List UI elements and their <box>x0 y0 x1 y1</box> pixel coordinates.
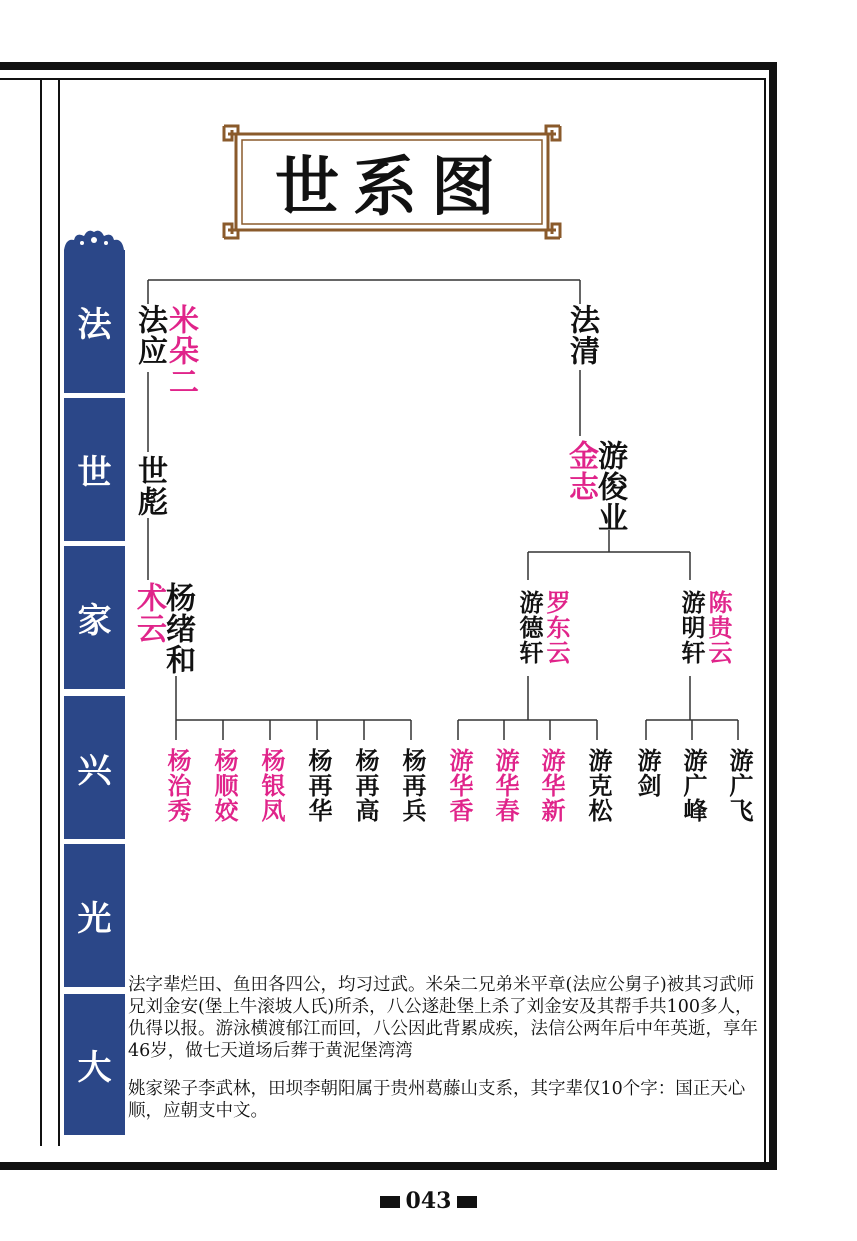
gen4-person: 游华新 <box>537 748 566 823</box>
gen4-person: 游克松 <box>584 748 613 823</box>
generation-label: 大 <box>64 994 125 1138</box>
gen4-person: 游华香 <box>445 748 474 823</box>
person-you-de-xuan: 游德轩 <box>515 590 544 665</box>
note-paragraph: 姚家梁子李武林，田坝李朝阳属于贵州葛藤山支系，其字辈仅10个字：国正天心顺，应朝支中文。 <box>128 1079 746 1121</box>
gen4-person: 杨顺姣 <box>210 748 239 823</box>
page-number <box>0 1188 857 1214</box>
generation-label: 家 <box>64 546 125 692</box>
spouse-luo-dong-yun: 罗东云 <box>542 590 571 665</box>
gen4-person: 游剑 <box>633 748 662 798</box>
spouse-mi-duo-er: 米朵二 <box>163 304 198 397</box>
gen4-person: 杨再兵 <box>398 748 427 823</box>
gen4-person: 杨治秀 <box>163 748 192 823</box>
notes <box>128 974 768 1138</box>
spouse-jin-zhi: 金志 <box>563 440 598 502</box>
gen4-person: 游华春 <box>491 748 520 823</box>
person-fa-ying: 法应 <box>132 304 167 366</box>
person-you-jun-ye: 游俊业 <box>592 440 627 533</box>
note-paragraph: 法字辈烂田、鱼田各四公，均习过武。米朵二兄弟米平章(法应公舅子)被其习武师兄刘金安(堡上牛滚坡人氏)所杀，八公遂赴堡上杀了刘金安及其帮手共100多人，仇得以报。游泳横渡郁江而回，八公因此背累成疾，法信公两年后中年英逝，享年46岁，做七天道场后葬于黄泥堡湾湾 <box>128 975 758 1061</box>
generation-label: 法 <box>64 250 125 396</box>
person-shi-biao: 世彪 <box>132 455 167 517</box>
generation-label: 世 <box>64 398 125 544</box>
person-fa-qing: 法清 <box>564 304 599 366</box>
generation-label: 兴 <box>64 696 125 842</box>
generation-label: 光 <box>64 844 125 990</box>
gen4-person: 杨再高 <box>351 748 380 823</box>
gen4-person: 游广峰 <box>679 748 708 823</box>
spouse-shu-yun: 术云 <box>131 582 166 644</box>
spouse-chen-gui-yun: 陈贵云 <box>704 590 733 665</box>
gen4-person: 杨银凤 <box>257 748 286 823</box>
gen4-person: 游广飞 <box>725 748 754 823</box>
person-you-ming-xuan: 游明轩 <box>677 590 706 665</box>
page-title: 世系图 <box>275 150 509 225</box>
person-yang-xu-he: 杨绪和 <box>160 582 195 675</box>
page-number-text: 043 <box>405 1188 452 1214</box>
gen4-person: 杨再华 <box>304 748 333 823</box>
